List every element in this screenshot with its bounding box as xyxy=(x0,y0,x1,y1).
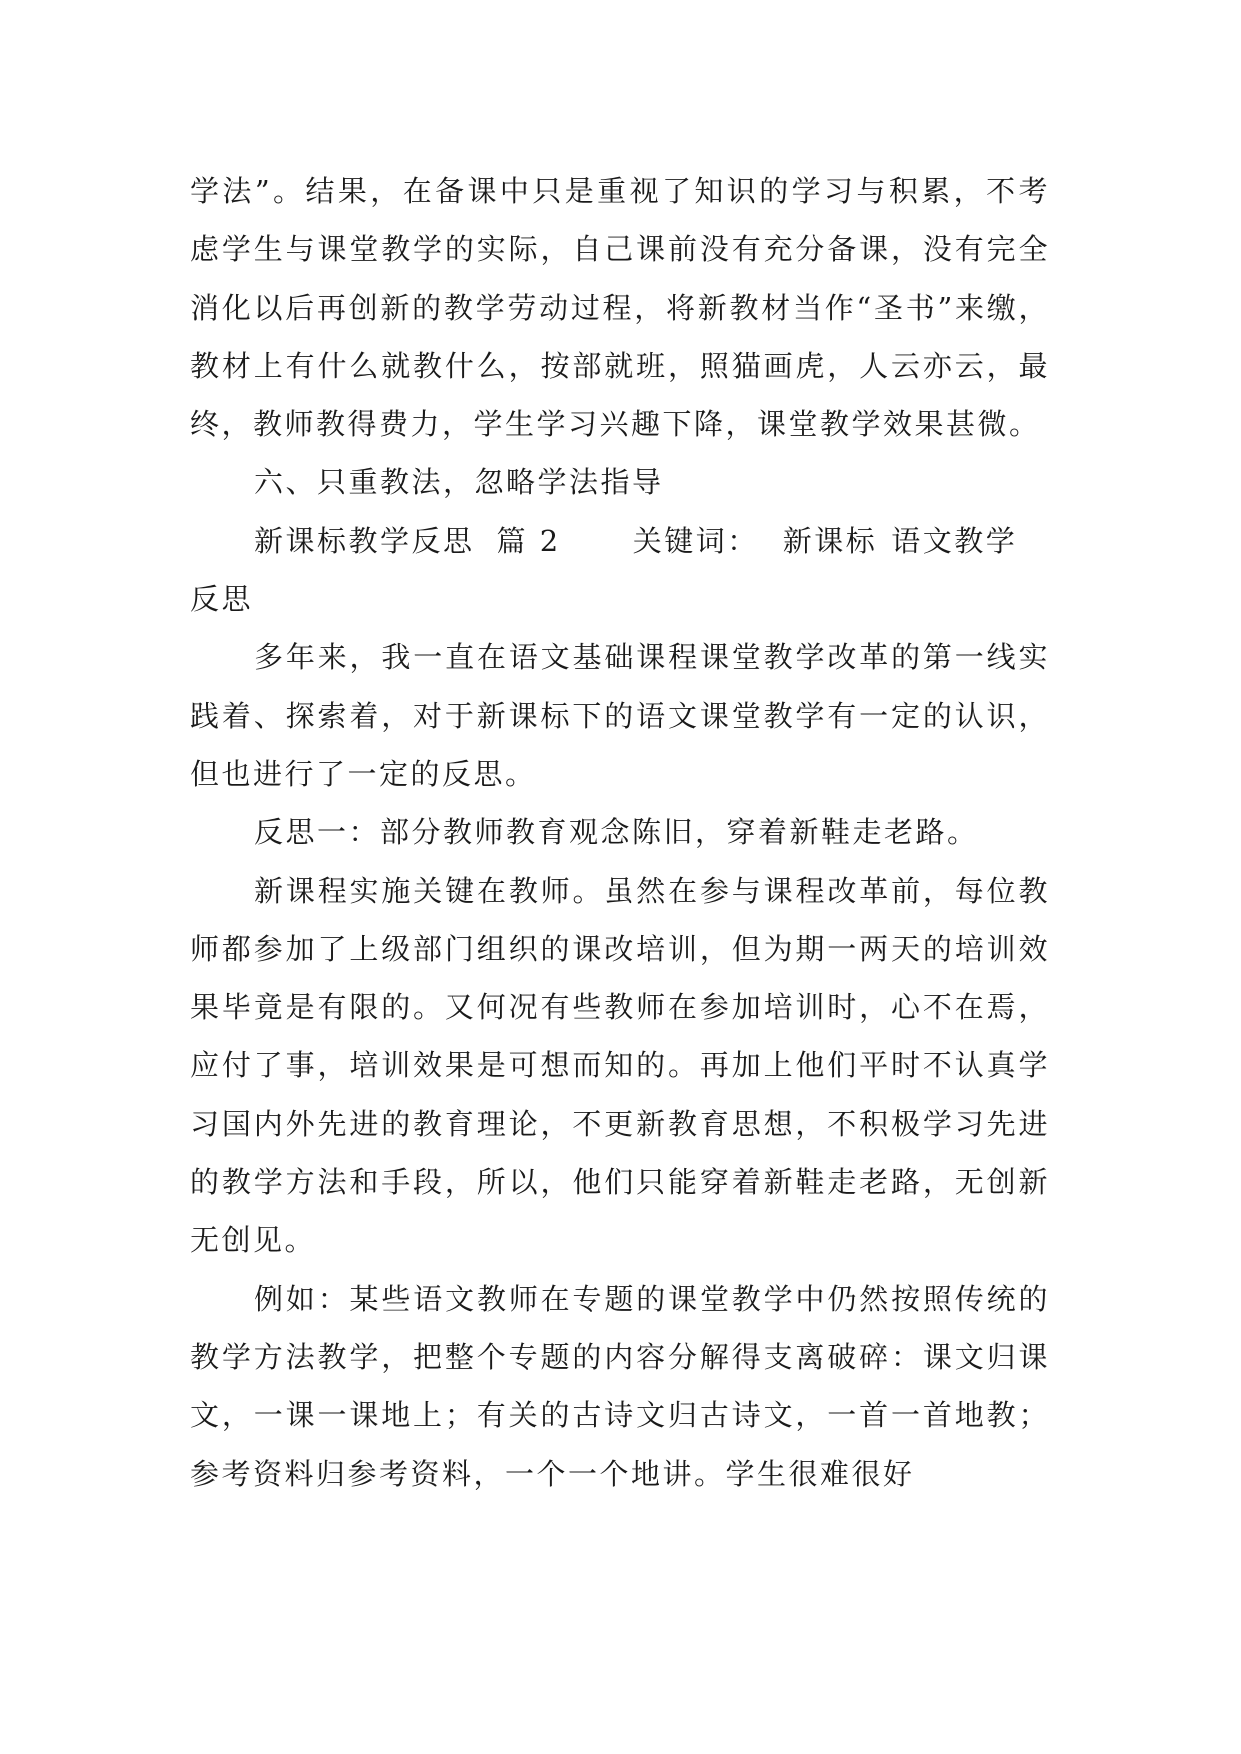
document-body xyxy=(190,162,1050,1503)
subheading-section-six: 六、只重教法，忽略学法指导 xyxy=(254,465,664,500)
paragraph-intro: 多年来，我一直在语文基础课程课堂教学改革的第一线实践着、探索着，对于新课标下的语文课堂教学有一定的认识，但也进行了一定的反思。 xyxy=(190,640,1050,791)
section-part-label: 篇 2 xyxy=(496,523,561,558)
keyword-item: 语文教学 xyxy=(891,523,1018,558)
section-heading-line xyxy=(190,512,1050,629)
section-heading xyxy=(190,512,1050,570)
paragraph-teacher-training: 新课程实施关键在教师。虽然在参与课程改革前，每位教师都参加了上级部门组织的课改培训，但为期一两天的培训效果毕竟是有限的。又何况有些教师在参加培训时，心不在焉，应付了事，培训效果是可想而知的。再加上他们平时不认真学习国内外先进的教育理论，不更新教育思想，不积极学习先进的教学方法和手段，所以，他们只能穿着新鞋走老路，无创新无创见。 xyxy=(190,873,1050,1258)
keywords-label: 关键词： xyxy=(632,523,759,558)
keyword-item: 新课标 xyxy=(782,523,878,558)
paragraph-example: 例如：某些语文教师在专题的课堂教学中仍然按照传统的教学方法教学，把整个专题的内容分解得支离破碎：课文归课文，一课一课地上；有关的古诗文归古诗文，一首一首地教；参考资料归参考资料，一个一个地讲。学生很难很好 xyxy=(190,1281,1050,1491)
keyword-item: 反思 xyxy=(190,582,254,617)
subheading-reflection-one: 反思一：部分教师教育观念陈旧，穿着新鞋走老路。 xyxy=(254,815,979,850)
section-title: 新课标教学反思 xyxy=(254,523,475,558)
paragraph-study-method-continuation: 学法”。结果，在备课中只是重视了知识的学习与积累，不考虑学生与课堂教学的实际，自己课前没有充分备课，没有完全消化以后再创新的教学劳动过程，将新教材当作“圣书”来缴，教材上有什么就教什么，按部就班，照猫画虎，人云亦云，最终，教师教得费力，学生学习兴趣下降，课堂教学效果甚微。 xyxy=(190,174,1050,442)
